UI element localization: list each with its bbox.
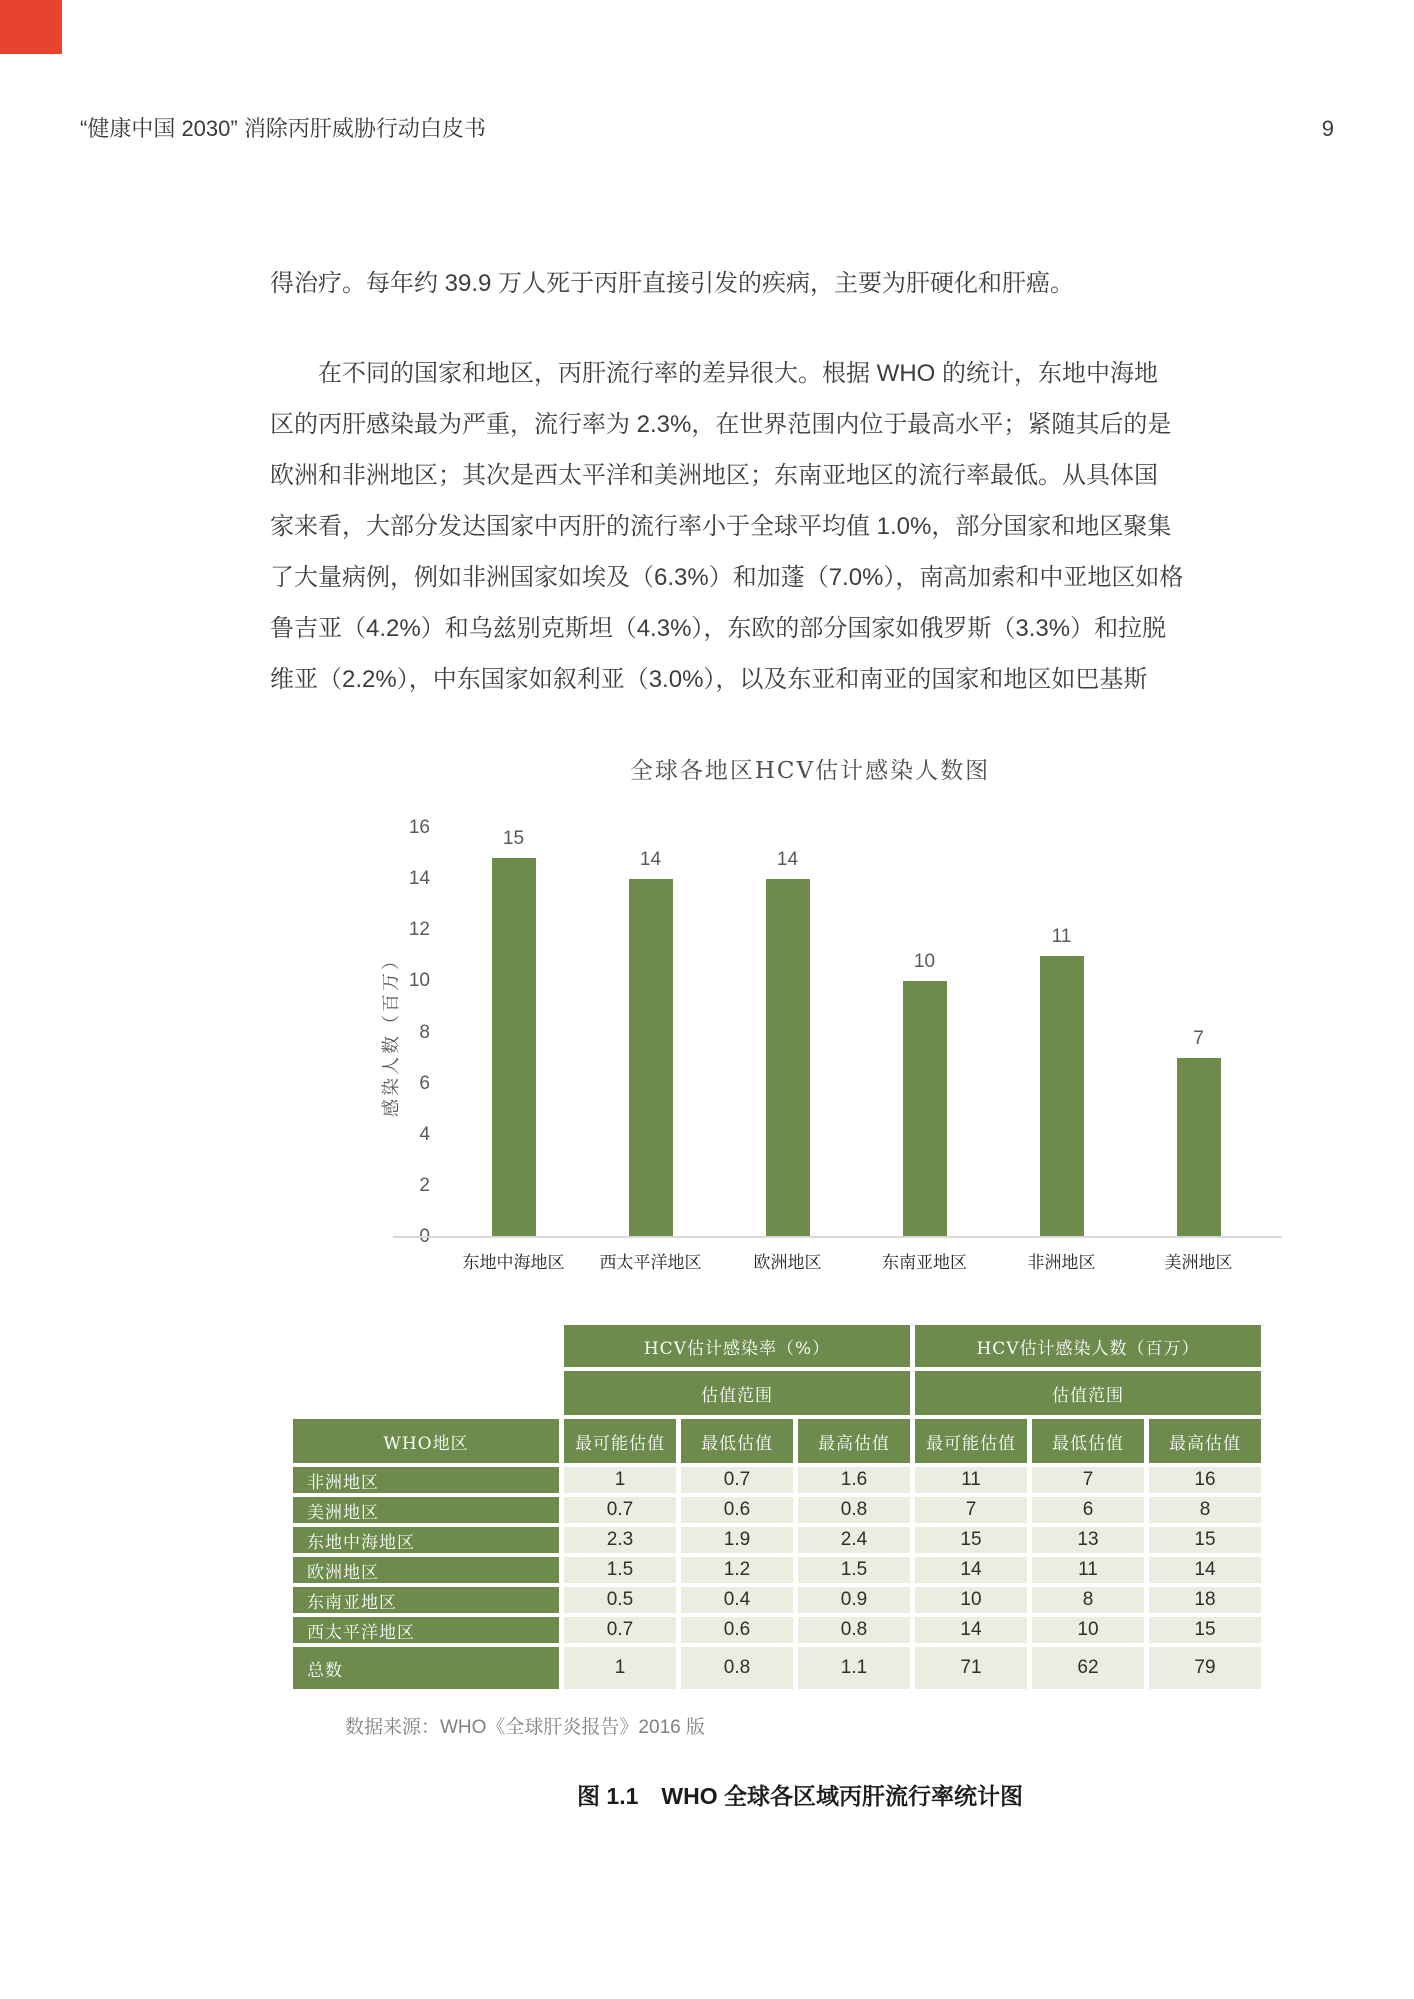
bar-slot bbox=[856, 828, 993, 1237]
table-column-header: WHO地区 bbox=[293, 1419, 559, 1463]
figure-caption: 图 1.1 WHO 全球各区域丙肝流行率统计图 bbox=[577, 1783, 1023, 1809]
table-data-cell: 0.7 bbox=[681, 1467, 793, 1493]
y-tick-label: 2 bbox=[419, 1174, 430, 1196]
table-data-cell: 15 bbox=[1149, 1527, 1261, 1553]
bar-slot bbox=[993, 828, 1130, 1237]
paragraph-2 bbox=[270, 348, 1184, 705]
y-tick-label: 10 bbox=[408, 970, 430, 992]
bar bbox=[629, 879, 673, 1237]
table-region-cell: 欧洲地区 bbox=[293, 1557, 559, 1583]
bar-value-label: 10 bbox=[913, 951, 936, 973]
paragraph-2-line: 了大量病例，例如非洲国家如埃及（6.3%）和加蓬（7.0%），南高加索和中亚地区如格 bbox=[270, 564, 1184, 591]
paragraph-2-line: 家来看，大部分发达国家中丙肝的流行率小于全球平均值 1.0%，部分国家和地区聚集 bbox=[270, 513, 1172, 540]
table-column-header: 最可能估值 bbox=[915, 1419, 1027, 1463]
table-range-header: 估值范围 bbox=[915, 1371, 1261, 1415]
table-data-cell: 11 bbox=[915, 1467, 1027, 1493]
bar bbox=[492, 858, 536, 1237]
table-spacer bbox=[293, 1371, 559, 1415]
paragraph-1: 得治疗。每年约 39.9 万人死于丙肝直接引发的疾病，主要为肝硬化和肝癌。 bbox=[270, 270, 1075, 297]
table-data-cell: 16 bbox=[1149, 1467, 1261, 1493]
source-note: 数据来源：WHO《全球肝炎报告》2016 版 bbox=[345, 1717, 705, 1738]
table-data-cell: 10 bbox=[1032, 1617, 1144, 1643]
bar-value-label: 11 bbox=[1051, 925, 1072, 947]
table-data-cell: 15 bbox=[915, 1527, 1027, 1553]
table-data-cell: 1.1 bbox=[798, 1647, 910, 1689]
x-axis-category-label: 欧洲地区 bbox=[753, 1253, 822, 1273]
bar-chart bbox=[445, 828, 1267, 1237]
table-column-header: 最低估值 bbox=[681, 1419, 793, 1463]
table-data-cell: 1 bbox=[564, 1647, 676, 1689]
paragraph-2-line: 区的丙肝感染最为严重，流行率为 2.3%，在世界范围内位于最高水平；紧随其后的是 bbox=[270, 411, 1172, 438]
table-column-header: 最低估值 bbox=[1032, 1419, 1144, 1463]
table-data-cell: 14 bbox=[915, 1557, 1027, 1583]
page-number: 9 bbox=[1321, 116, 1334, 141]
bar-value-label: 14 bbox=[776, 849, 799, 871]
table-data-cell: 0.8 bbox=[798, 1497, 910, 1523]
table-data-cell: 11 bbox=[1032, 1557, 1144, 1583]
table-group-header: HCV估计感染人数（百万） bbox=[915, 1325, 1261, 1367]
table-data-cell: 1 bbox=[564, 1467, 676, 1493]
table-data-cell: 0.6 bbox=[681, 1497, 793, 1523]
table-data-cell: 0.6 bbox=[681, 1617, 793, 1643]
bar-slot bbox=[445, 828, 582, 1237]
bar-slot bbox=[582, 828, 719, 1237]
table-data-cell: 10 bbox=[915, 1587, 1027, 1613]
x-axis-category-label: 西太平洋地区 bbox=[599, 1253, 702, 1273]
table-data-cell: 0.7 bbox=[564, 1497, 676, 1523]
table-data-cell: 8 bbox=[1149, 1497, 1261, 1523]
bar bbox=[766, 879, 810, 1237]
table-data-cell: 18 bbox=[1149, 1587, 1261, 1613]
y-tick-label: 8 bbox=[419, 1021, 430, 1043]
y-tick-label: 12 bbox=[408, 919, 430, 941]
table-data-cell: 0.5 bbox=[564, 1587, 676, 1613]
table-group-header: HCV估计感染率（%） bbox=[564, 1325, 910, 1367]
hcv-table bbox=[293, 1325, 1261, 1689]
table-region-cell: 美洲地区 bbox=[293, 1497, 559, 1523]
table-data-cell: 7 bbox=[915, 1497, 1027, 1523]
x-axis-labels bbox=[445, 1248, 1267, 1273]
table-region-cell: 东地中海地区 bbox=[293, 1527, 559, 1553]
table-region-cell: 西太平洋地区 bbox=[293, 1617, 559, 1643]
table-column-header: 最高估值 bbox=[1149, 1419, 1261, 1463]
corner-red-mark bbox=[0, 0, 62, 54]
bar-value-label: 14 bbox=[639, 849, 662, 871]
bar bbox=[1040, 956, 1084, 1237]
x-axis-category-label: 美洲地区 bbox=[1164, 1253, 1233, 1273]
table-column-header: 最高估值 bbox=[798, 1419, 910, 1463]
table-data-cell: 0.8 bbox=[681, 1647, 793, 1689]
table-data-cell: 1.6 bbox=[798, 1467, 910, 1493]
table-data-cell: 2.4 bbox=[798, 1527, 910, 1553]
y-tick-label: 6 bbox=[419, 1072, 430, 1094]
table-data-cell: 1.5 bbox=[564, 1557, 676, 1583]
y-axis-title: 感染人数（百万） bbox=[381, 949, 402, 1117]
table-data-cell: 14 bbox=[915, 1617, 1027, 1643]
table-data-cell: 8 bbox=[1032, 1587, 1144, 1613]
paragraph-2-line: 鲁吉亚（4.2%）和乌兹别克斯坦（4.3%），东欧的部分国家如俄罗斯（3.3%）和拉脱 bbox=[270, 615, 1167, 642]
table-data-cell: 15 bbox=[1149, 1617, 1261, 1643]
bar bbox=[903, 981, 947, 1237]
table-data-cell: 62 bbox=[1032, 1647, 1144, 1689]
y-tick-label: 16 bbox=[408, 817, 430, 838]
table-data-cell: 1.2 bbox=[681, 1557, 793, 1583]
table-column-header: 最可能估值 bbox=[564, 1419, 676, 1463]
table-data-cell: 71 bbox=[915, 1647, 1027, 1689]
table-data-cell: 1.5 bbox=[798, 1557, 910, 1583]
bar-value-label: 15 bbox=[502, 828, 525, 849]
chart-title: 全球各地区HCV估计感染人数图 bbox=[629, 758, 991, 784]
paragraph-2-line: 欧洲和非洲地区；其次是西太平洋和美洲地区；东南亚地区的流行率最低。从具体国 bbox=[270, 462, 1158, 489]
table-region-cell: 非洲地区 bbox=[293, 1467, 559, 1493]
bar-value-label: 7 bbox=[1193, 1028, 1204, 1050]
table-data-cell: 7 bbox=[1032, 1467, 1144, 1493]
table-data-cell: 0.7 bbox=[564, 1617, 676, 1643]
x-axis-category-label: 东地中海地区 bbox=[462, 1253, 565, 1273]
bar bbox=[1177, 1058, 1221, 1237]
bar-slot bbox=[1130, 828, 1267, 1237]
x-axis-category-label: 非洲地区 bbox=[1027, 1253, 1096, 1273]
bar-slot bbox=[719, 828, 856, 1237]
table-range-header: 估值范围 bbox=[564, 1371, 910, 1415]
paragraph-2-line: 在不同的国家和地区，丙肝流行率的差异很大。根据 WHO 的统计，东地中海地 bbox=[318, 360, 1158, 387]
document-title: “健康中国 2030” 消除丙肝威胁行动白皮书 bbox=[80, 116, 486, 141]
y-tick-label: 14 bbox=[408, 868, 430, 890]
table-data-cell: 0.9 bbox=[798, 1587, 910, 1613]
table-data-cell: 2.3 bbox=[564, 1527, 676, 1553]
table-data-cell: 13 bbox=[1032, 1527, 1144, 1553]
table-data-cell: 6 bbox=[1032, 1497, 1144, 1523]
table-region-cell: 东南亚地区 bbox=[293, 1587, 559, 1613]
table-spacer bbox=[293, 1325, 559, 1367]
y-axis-title-wrap bbox=[368, 828, 412, 1238]
x-axis-category-label: 东南亚地区 bbox=[882, 1253, 967, 1273]
table-data-cell: 1.9 bbox=[681, 1527, 793, 1553]
table-data-cell: 0.4 bbox=[681, 1587, 793, 1613]
x-axis-line bbox=[393, 1236, 1282, 1238]
table-region-cell: 总数 bbox=[293, 1647, 559, 1689]
paragraph-2-line: 维亚（2.2%），中东国家如叙利亚（3.0%），以及东亚和南亚的国家和地区如巴基斯 bbox=[270, 666, 1148, 693]
y-tick-label: 4 bbox=[419, 1123, 430, 1145]
table-data-cell: 14 bbox=[1149, 1557, 1261, 1583]
table-data-cell: 79 bbox=[1149, 1647, 1261, 1689]
table-data-cell: 0.8 bbox=[798, 1617, 910, 1643]
page-header bbox=[80, 112, 1334, 143]
